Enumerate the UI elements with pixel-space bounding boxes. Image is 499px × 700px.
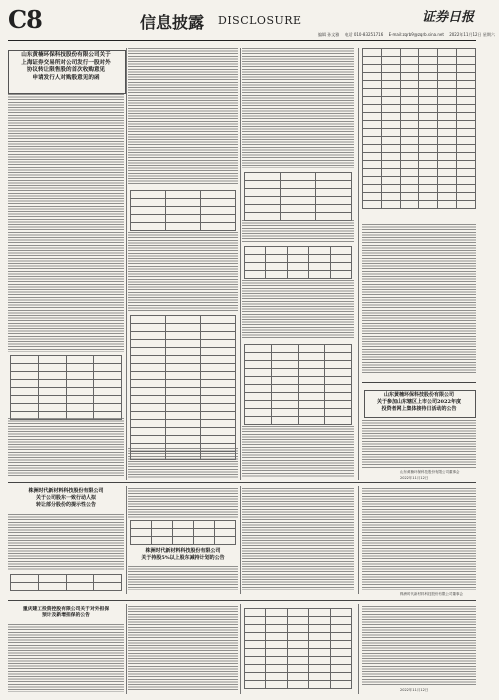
data-table bbox=[244, 608, 352, 689]
header-rule bbox=[8, 40, 476, 41]
article-body bbox=[362, 606, 476, 686]
newspaper-logo: 证券日报 bbox=[421, 10, 474, 25]
data-table bbox=[10, 574, 122, 591]
column-divider bbox=[240, 486, 241, 594]
article-title: 重庆建工投资控股有限公司关于对外担保 预计及新增担保的公告 bbox=[22, 606, 110, 619]
article-body bbox=[362, 420, 476, 468]
article-body bbox=[8, 514, 124, 570]
date: 2022年11月12日 星期六 bbox=[449, 32, 495, 37]
header-meta bbox=[318, 32, 499, 38]
article-title: 株洲时代新材料科技股份有限公司 关于公司股东一致行动人拟 转让部分股份的提示性公告 bbox=[28, 488, 104, 508]
divider bbox=[362, 382, 476, 383]
data-table bbox=[244, 172, 352, 221]
page-header bbox=[0, 0, 495, 42]
article-body bbox=[362, 488, 476, 590]
data-table bbox=[244, 246, 352, 279]
editor: 编辑 孙文雅 bbox=[318, 32, 340, 37]
article-body bbox=[242, 426, 354, 478]
article-body bbox=[8, 94, 124, 352]
article-title: 株洲时代新材料科技股份有限公司 关于持股5%以上股东减持计划的公告 bbox=[141, 548, 225, 561]
section-title: 信息披露 bbox=[140, 13, 205, 32]
article-body bbox=[242, 280, 354, 340]
article-body bbox=[242, 220, 354, 242]
article-body bbox=[8, 624, 124, 692]
article-body bbox=[128, 48, 238, 186]
article-body bbox=[8, 418, 124, 478]
page-number: C8 bbox=[8, 5, 42, 34]
article-body bbox=[362, 224, 476, 374]
section-title-en: DISCLOSURE bbox=[218, 14, 302, 27]
column-divider bbox=[358, 486, 359, 594]
article-body bbox=[128, 232, 238, 312]
column-divider bbox=[240, 48, 241, 480]
column-divider bbox=[240, 604, 241, 694]
data-table bbox=[130, 190, 236, 231]
signature-date: 2022年11月12日 bbox=[400, 476, 429, 480]
article-body bbox=[242, 48, 354, 168]
article-body bbox=[242, 488, 354, 590]
column-divider bbox=[358, 48, 359, 480]
article-body bbox=[128, 566, 238, 590]
signature-date: 2022年11月12日 bbox=[400, 688, 429, 692]
column-divider bbox=[126, 48, 127, 480]
article-title: 山东黄楠环保科技股份有限公司 关于参加山东辖区上市公司2022年度 投资者网上集体接待日活动的公告 bbox=[377, 392, 461, 412]
section-divider bbox=[8, 482, 476, 483]
column-divider bbox=[126, 604, 127, 694]
article-body bbox=[128, 488, 238, 518]
data-table bbox=[10, 355, 122, 420]
email: E-mail:zqrb9@zqrb.sina.net bbox=[388, 32, 444, 37]
section-divider bbox=[8, 600, 476, 601]
article-body bbox=[128, 606, 238, 692]
article-body bbox=[128, 448, 238, 478]
column-divider bbox=[358, 604, 359, 694]
data-table bbox=[244, 344, 352, 425]
signature: 山东黄楠环保科技股份有限公司董事会 bbox=[400, 470, 460, 474]
data-table bbox=[130, 315, 236, 460]
data-table bbox=[362, 48, 476, 209]
signature: 株洲时代新材料科技股份有限公司董事会 bbox=[400, 592, 463, 596]
data-table bbox=[130, 520, 236, 545]
phone: 电话 010-83251716 bbox=[344, 32, 384, 37]
article-title: 山东黄楠环保科技股份有限公司关于 上海证券交易所对公司发行一股对外 协议转让限售股的首次收购意见 申请发行人对购股意见的函 bbox=[21, 52, 111, 81]
column-divider bbox=[126, 486, 127, 594]
